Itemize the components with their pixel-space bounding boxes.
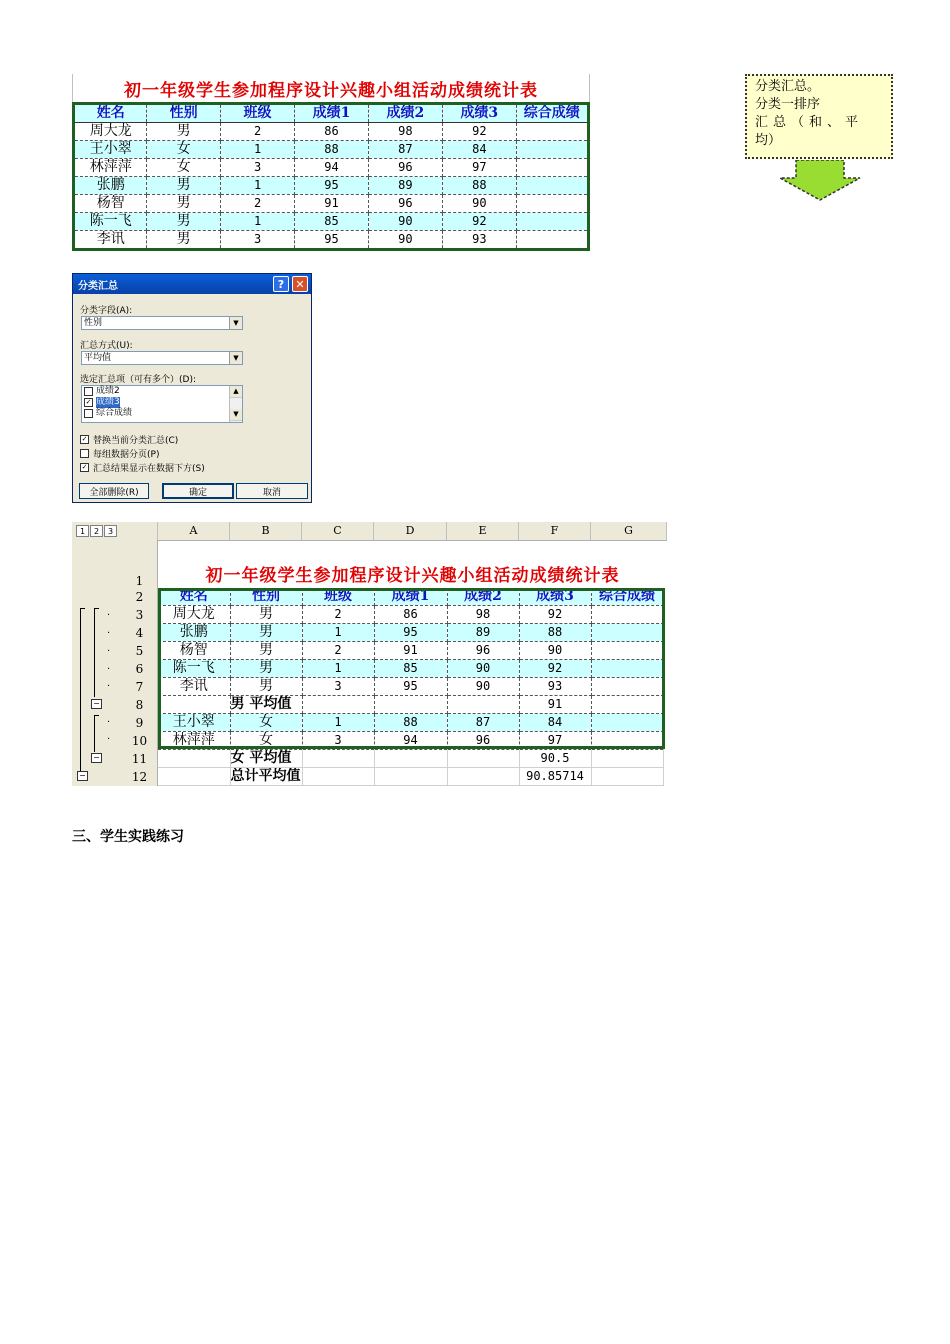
method-label: 汇总方式(U): bbox=[80, 341, 133, 351]
scroll-up-icon[interactable]: ▲ bbox=[230, 386, 242, 398]
items-label: 选定汇总项（可有多个）(D): bbox=[80, 375, 196, 385]
checkbox-checked[interactable]: ✓ bbox=[85, 398, 92, 406]
cell-score2[interactable]: 98 bbox=[447, 606, 519, 624]
column-header-e[interactable]: E bbox=[447, 522, 519, 540]
header-class[interactable]: 班级 bbox=[302, 588, 374, 606]
scroll-track[interactable] bbox=[230, 398, 242, 409]
row-header[interactable]: 4 bbox=[122, 624, 158, 642]
subtotal-grid bbox=[158, 588, 664, 786]
outline-bracket bbox=[80, 608, 85, 775]
callout-line: 均） bbox=[755, 133, 782, 148]
outline-bracket bbox=[94, 715, 99, 752]
row-header[interactable]: 11 bbox=[122, 750, 158, 768]
subtotal-sheet bbox=[72, 522, 667, 786]
header-name: 姓名 bbox=[74, 104, 147, 123]
cell-name: 林萍萍 bbox=[74, 159, 147, 177]
cell-class: 2 bbox=[220, 123, 294, 141]
cell-empty[interactable] bbox=[447, 750, 519, 768]
cell-empty[interactable] bbox=[374, 768, 447, 786]
collapse-all-button[interactable]: − bbox=[77, 771, 88, 781]
cell-score3: 92 bbox=[443, 213, 516, 231]
table-row bbox=[74, 231, 589, 250]
row-header[interactable]: 2 bbox=[122, 588, 158, 606]
column-header-bar bbox=[122, 522, 667, 541]
cell-score1[interactable]: 94 bbox=[374, 732, 447, 750]
cell-name: 李讯 bbox=[74, 231, 147, 250]
cell-score3[interactable]: 92 bbox=[519, 660, 591, 678]
table-row bbox=[158, 624, 663, 642]
cell-gender[interactable]: 男 bbox=[230, 624, 302, 642]
header-score2: 成绩2 bbox=[368, 104, 442, 123]
dialog-title: 分类汇总 bbox=[78, 280, 118, 292]
cell-score2[interactable]: 87 bbox=[447, 714, 519, 732]
cell-score3: 92 bbox=[443, 123, 516, 141]
table-row bbox=[158, 714, 663, 732]
scroll-down-icon[interactable]: ▼ bbox=[230, 409, 242, 421]
help-button[interactable]: ? bbox=[273, 276, 289, 292]
grand-total-label[interactable]: 总计平均值 bbox=[230, 768, 301, 784]
header-score1[interactable]: 成绩1 bbox=[374, 588, 447, 606]
cell-total bbox=[516, 141, 588, 159]
table-row bbox=[74, 177, 589, 195]
table-row bbox=[74, 141, 589, 159]
cell-name[interactable]: 张鹏 bbox=[158, 624, 230, 642]
cell-class[interactable]: 3 bbox=[302, 678, 374, 696]
chevron-down-icon[interactable]: ▼ bbox=[229, 352, 242, 364]
cell-score3[interactable]: 88 bbox=[519, 624, 591, 642]
field-select[interactable] bbox=[81, 316, 243, 330]
cell-gender[interactable]: 女 bbox=[230, 732, 302, 750]
cell-score1[interactable]: 88 bbox=[374, 714, 447, 732]
table-row bbox=[74, 213, 589, 231]
header-gender: 性别 bbox=[147, 104, 220, 123]
table-row bbox=[158, 660, 663, 678]
header-class: 班级 bbox=[220, 104, 294, 123]
cell-total bbox=[516, 195, 588, 213]
cell-score2[interactable]: 90 bbox=[447, 660, 519, 678]
cell-score2: 98 bbox=[368, 123, 442, 141]
callout-line: 分类一排序 bbox=[755, 97, 821, 112]
cell-name[interactable]: 周大龙 bbox=[158, 606, 230, 624]
row-header[interactable]: 12 bbox=[122, 768, 158, 786]
field-select-value: 性别 bbox=[84, 318, 103, 328]
cell-score2: 96 bbox=[368, 159, 442, 177]
collapse-female-button[interactable]: − bbox=[91, 753, 102, 763]
row-header[interactable]: 7 bbox=[122, 678, 158, 696]
cell-empty[interactable] bbox=[447, 768, 519, 786]
cell-empty[interactable] bbox=[158, 768, 230, 786]
cell-score3: 90 bbox=[443, 195, 516, 213]
cell-class: 3 bbox=[220, 231, 294, 250]
cell-score1: 95 bbox=[295, 177, 368, 195]
subtotal-value[interactable]: 90.5 bbox=[519, 750, 591, 768]
list-item-label: 成绩3 bbox=[96, 397, 120, 407]
cell-score1[interactable]: 95 bbox=[374, 678, 447, 696]
cell-score2[interactable]: 96 bbox=[447, 732, 519, 750]
cell-gender: 男 bbox=[147, 177, 220, 195]
cell-score3: 97 bbox=[443, 159, 516, 177]
callout-line: 汇总（和、平 bbox=[755, 115, 864, 130]
row-header[interactable]: 6 bbox=[122, 660, 158, 678]
cell-total bbox=[516, 231, 588, 250]
summary-below-option-label: 汇总结果显示在数据下方(S) bbox=[93, 464, 205, 474]
list-item[interactable] bbox=[82, 408, 242, 419]
cell-score2: 87 bbox=[368, 141, 442, 159]
cell-score3: 88 bbox=[443, 177, 516, 195]
outline-level-2-button[interactable]: 2 bbox=[90, 525, 103, 537]
cell-name[interactable]: 王小翠 bbox=[158, 714, 230, 732]
cell-name: 陈一飞 bbox=[74, 213, 147, 231]
cancel-button[interactable]: 取消 bbox=[236, 483, 308, 499]
cell-name[interactable]: 杨智 bbox=[158, 642, 230, 660]
method-select[interactable] bbox=[81, 351, 243, 365]
row-header[interactable]: 3 bbox=[122, 606, 158, 624]
cell-score3[interactable]: 90 bbox=[519, 642, 591, 660]
outline-dot: · bbox=[107, 664, 111, 675]
cell-class: 1 bbox=[220, 177, 294, 195]
cell-name: 杨智 bbox=[74, 195, 147, 213]
table-row bbox=[158, 606, 663, 624]
cell-score1: 85 bbox=[295, 213, 368, 231]
cell-class[interactable]: 3 bbox=[302, 732, 374, 750]
cell-empty[interactable] bbox=[591, 696, 663, 714]
cell-total bbox=[516, 213, 588, 231]
cell-total[interactable] bbox=[591, 732, 663, 750]
cell-total[interactable] bbox=[591, 642, 663, 660]
field-label: 分类字段(A): bbox=[80, 306, 133, 316]
cell-score1: 86 bbox=[295, 123, 368, 141]
grand-total-row bbox=[158, 768, 663, 786]
close-button[interactable]: ✕ bbox=[292, 276, 308, 292]
replace-option-label: 替换当前分类汇总(C) bbox=[93, 436, 179, 446]
cell-score2: 96 bbox=[368, 195, 442, 213]
table-row bbox=[158, 732, 663, 750]
cell-score3[interactable]: 92 bbox=[519, 606, 591, 624]
subtotal-label[interactable]: 女 平均值 bbox=[230, 750, 302, 768]
header-row bbox=[74, 104, 589, 123]
subtotal-row-male bbox=[158, 696, 663, 714]
header-score1: 成绩1 bbox=[295, 104, 368, 123]
cell-gender[interactable]: 男 bbox=[230, 678, 302, 696]
row-header[interactable]: 9 bbox=[122, 714, 158, 732]
pagebreak-option-label: 每组数据分页(P) bbox=[93, 450, 160, 460]
header-gender[interactable]: 性别 bbox=[230, 588, 302, 606]
list-item-label: 综合成绩 bbox=[96, 408, 133, 418]
column-header-a[interactable]: A bbox=[158, 522, 230, 540]
cell-total bbox=[516, 123, 588, 141]
cell-gender[interactable]: 男 bbox=[230, 642, 302, 660]
replace-option[interactable] bbox=[80, 433, 178, 446]
cell-class[interactable]: 2 bbox=[302, 606, 374, 624]
cell-score2[interactable]: 89 bbox=[447, 624, 519, 642]
row-header[interactable]: 8 bbox=[122, 696, 158, 714]
subtotal-value[interactable]: 91 bbox=[519, 696, 591, 714]
header-score3: 成绩3 bbox=[443, 104, 516, 123]
outline-gutter bbox=[72, 522, 123, 786]
cell-score1: 94 bbox=[295, 159, 368, 177]
ok-button[interactable]: 确定 bbox=[162, 483, 234, 499]
table-row bbox=[158, 642, 663, 660]
method-select-value: 平均值 bbox=[84, 353, 112, 363]
cell-total[interactable] bbox=[591, 660, 663, 678]
cell-score3: 84 bbox=[443, 141, 516, 159]
cell-score1[interactable]: 95 bbox=[374, 624, 447, 642]
cell-gender[interactable]: 男 bbox=[230, 606, 302, 624]
cell-name[interactable]: 林萍萍 bbox=[158, 732, 230, 750]
cell-score1[interactable]: 86 bbox=[374, 606, 447, 624]
checkbox-checked[interactable]: ✓ bbox=[81, 463, 88, 471]
column-header-b[interactable]: B bbox=[230, 522, 302, 540]
cell-class: 1 bbox=[220, 213, 294, 231]
cell-gender: 女 bbox=[147, 159, 220, 177]
list-item[interactable] bbox=[82, 397, 242, 408]
cell-empty[interactable] bbox=[374, 696, 447, 714]
cell-empty[interactable] bbox=[158, 696, 230, 714]
grand-total-value[interactable]: 90.85714 bbox=[519, 768, 591, 786]
cell-name[interactable]: 陈一飞 bbox=[158, 660, 230, 678]
cell-class: 1 bbox=[220, 141, 294, 159]
cell-gender: 男 bbox=[147, 231, 220, 250]
header-total[interactable]: 综合成绩 bbox=[591, 588, 663, 606]
scrollbar[interactable] bbox=[229, 386, 242, 422]
score-table-original bbox=[72, 74, 590, 251]
cell-class[interactable]: 2 bbox=[302, 642, 374, 660]
table-row bbox=[74, 123, 589, 141]
cell-name: 张鹏 bbox=[74, 177, 147, 195]
cell-empty[interactable] bbox=[302, 750, 374, 768]
subtotal-row-female bbox=[158, 750, 663, 768]
cell-total[interactable] bbox=[591, 678, 663, 696]
remove-all-button[interactable]: 全部删除(R) bbox=[79, 483, 149, 499]
cell-score3[interactable]: 97 bbox=[519, 732, 591, 750]
chevron-down-icon[interactable]: ▼ bbox=[229, 317, 242, 329]
cell-gender[interactable]: 女 bbox=[230, 714, 302, 732]
dialog-titlebar bbox=[73, 274, 311, 294]
cell-class: 2 bbox=[220, 195, 294, 213]
cell-score1: 95 bbox=[295, 231, 368, 250]
callout-line: 分类汇总。 bbox=[755, 79, 821, 94]
header-name[interactable]: 姓名 bbox=[158, 588, 230, 606]
cell-score1: 91 bbox=[295, 195, 368, 213]
checkbox[interactable] bbox=[84, 409, 93, 418]
header-score2[interactable]: 成绩2 bbox=[447, 588, 519, 606]
section-heading: 三、学生实践练习 bbox=[72, 829, 184, 845]
cell-empty[interactable] bbox=[374, 750, 447, 768]
down-arrow-icon bbox=[778, 160, 862, 202]
checkbox[interactable] bbox=[80, 449, 89, 458]
sheet-cells bbox=[158, 540, 667, 786]
cell-score2: 90 bbox=[368, 231, 442, 250]
checkbox-checked[interactable]: ✓ bbox=[81, 435, 88, 443]
column-header-g[interactable]: G bbox=[591, 522, 667, 540]
outline-dot: · bbox=[107, 610, 111, 621]
cell-score3[interactable]: 93 bbox=[519, 678, 591, 696]
cell-score3: 93 bbox=[443, 231, 516, 250]
cell-class[interactable]: 1 bbox=[302, 714, 374, 732]
outline-dot: · bbox=[107, 646, 111, 657]
cell-gender: 女 bbox=[147, 141, 220, 159]
cell-name: 周大龙 bbox=[74, 123, 147, 141]
cell-score2: 89 bbox=[368, 177, 442, 195]
cell-empty[interactable] bbox=[158, 750, 230, 768]
pagebreak-option[interactable] bbox=[80, 447, 159, 460]
cell-empty[interactable] bbox=[591, 768, 663, 786]
cell-empty[interactable] bbox=[447, 696, 519, 714]
score-grid bbox=[72, 102, 590, 251]
cell-score2[interactable]: 90 bbox=[447, 678, 519, 696]
cell-total[interactable] bbox=[591, 624, 663, 642]
items-listbox[interactable] bbox=[81, 385, 243, 423]
cell-score1[interactable]: 91 bbox=[374, 642, 447, 660]
row-header[interactable]: 10 bbox=[122, 732, 158, 750]
cell-total bbox=[516, 177, 588, 195]
outline-dot: · bbox=[107, 734, 111, 745]
outline-level-1-button[interactable]: 1 bbox=[76, 525, 89, 537]
outline-level-3-button[interactable]: 3 bbox=[104, 525, 117, 537]
row-header[interactable]: 5 bbox=[122, 642, 158, 660]
cell-gender: 男 bbox=[147, 123, 220, 141]
header-total: 综合成绩 bbox=[516, 104, 588, 123]
cell-empty[interactable] bbox=[302, 768, 374, 786]
subtotal-label[interactable]: 男 平均值 bbox=[230, 696, 302, 714]
column-header-d[interactable]: D bbox=[374, 522, 447, 540]
list-item[interactable] bbox=[82, 386, 242, 397]
cell-class: 3 bbox=[220, 159, 294, 177]
sheet-title: 初一年级学生参加程序设计兴趣小组活动成绩统计表 bbox=[205, 566, 620, 586]
header-row bbox=[158, 588, 663, 606]
cell-gender: 男 bbox=[147, 213, 220, 231]
cell-score2: 90 bbox=[368, 213, 442, 231]
cell-total[interactable] bbox=[591, 714, 663, 732]
cell-name[interactable]: 李讯 bbox=[158, 678, 230, 696]
checkbox[interactable] bbox=[84, 387, 93, 396]
cell-total[interactable] bbox=[591, 606, 663, 624]
table-row bbox=[74, 195, 589, 213]
row-header[interactable] bbox=[122, 540, 158, 588]
list-item-label: 成绩2 bbox=[96, 386, 120, 396]
cell-gender[interactable]: 男 bbox=[230, 660, 302, 678]
table-row bbox=[74, 159, 589, 177]
subtotal-dialog bbox=[72, 273, 312, 503]
table-title: 初一年级学生参加程序设计兴趣小组活动成绩统计表 bbox=[72, 74, 590, 102]
outline-dot: · bbox=[107, 717, 111, 728]
select-all-corner[interactable] bbox=[122, 522, 158, 540]
summary-below-option[interactable] bbox=[80, 461, 205, 474]
cell-total bbox=[516, 159, 588, 177]
callout-note bbox=[745, 74, 893, 159]
outline-dot: · bbox=[107, 681, 111, 692]
cell-score3[interactable]: 84 bbox=[519, 714, 591, 732]
row-number: 1 bbox=[135, 574, 144, 588]
cell-score1[interactable]: 85 bbox=[374, 660, 447, 678]
cell-gender: 男 bbox=[147, 195, 220, 213]
column-header-f[interactable]: F bbox=[519, 522, 591, 540]
collapse-male-button[interactable]: − bbox=[91, 699, 102, 709]
outline-bracket bbox=[94, 608, 99, 697]
header-score3[interactable]: 成绩3 bbox=[519, 588, 591, 606]
cell-score2[interactable]: 96 bbox=[447, 642, 519, 660]
table-row bbox=[158, 678, 663, 696]
cell-empty[interactable] bbox=[302, 696, 374, 714]
cell-class[interactable]: 1 bbox=[302, 624, 374, 642]
cell-name: 王小翠 bbox=[74, 141, 147, 159]
cell-score1: 88 bbox=[295, 141, 368, 159]
outline-dot: · bbox=[107, 628, 111, 639]
cell-class[interactable]: 1 bbox=[302, 660, 374, 678]
column-header-c[interactable]: C bbox=[302, 522, 374, 540]
cell-empty[interactable] bbox=[591, 750, 663, 768]
